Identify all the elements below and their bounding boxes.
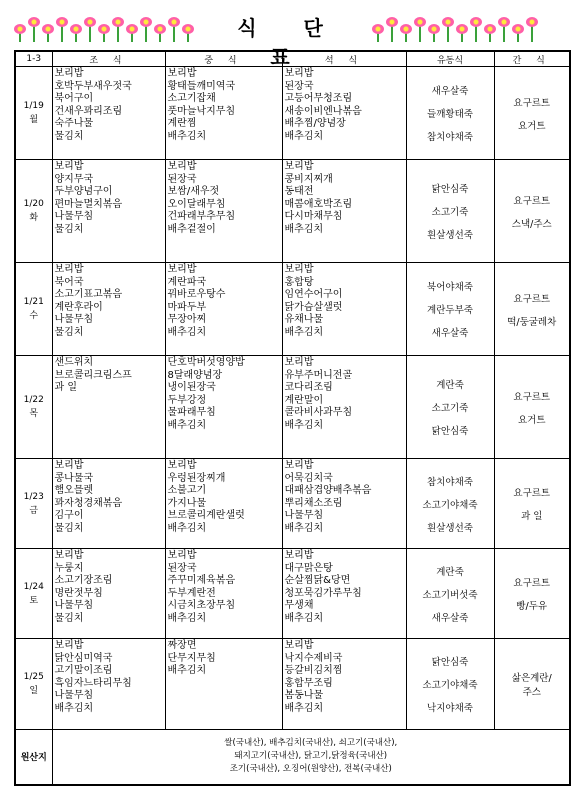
menu-item: 요구르트 bbox=[513, 195, 551, 207]
menu-item: 북어야채죽 bbox=[427, 282, 473, 293]
menu-item: 호박두부새우젓국 bbox=[54, 80, 132, 92]
porridge-cell bbox=[406, 160, 494, 263]
menu-item: 임연수어구이 bbox=[284, 289, 343, 300]
flower-icon bbox=[56, 17, 68, 42]
porridge-cell bbox=[406, 639, 494, 730]
flower-icon bbox=[526, 17, 538, 42]
menu-item: 브로콜리계란샐럿 bbox=[167, 510, 245, 521]
table-header-row bbox=[15, 51, 570, 67]
breakfast-cell bbox=[52, 639, 165, 730]
menu-item: 소고기잡채 bbox=[167, 93, 216, 104]
menu-item: 물김치 bbox=[54, 612, 84, 624]
origin-row bbox=[15, 730, 570, 785]
origin-line: 쌀(국내산), 배추김치(국내산), 쇠고기(국내산), bbox=[224, 738, 398, 749]
menu-item: 대구맑은탕 bbox=[284, 562, 333, 574]
menu-item: 나물무침 bbox=[54, 314, 94, 325]
menu-item: 마파두부 bbox=[167, 301, 207, 313]
flower-icon bbox=[182, 24, 194, 42]
menu-item: 보리밥 bbox=[167, 550, 197, 561]
menu-item: 건파래부추무침 bbox=[167, 211, 236, 222]
menu-item: 낙지야채죽 bbox=[427, 703, 473, 714]
menu-item: 배추찜/양념장 bbox=[284, 118, 346, 129]
menu-item: 단무지무침 bbox=[167, 652, 216, 664]
menu-item: 소고기야채죽 bbox=[422, 499, 478, 511]
menu-item: 숙주나물 bbox=[54, 118, 94, 129]
menu-item: 소고기버섯죽 bbox=[422, 589, 478, 601]
menu-item: 주스 bbox=[522, 687, 541, 698]
snack-cell bbox=[494, 263, 570, 356]
menu-item: 보리밥 bbox=[167, 460, 197, 471]
flower-icon bbox=[428, 24, 440, 42]
flower-icon bbox=[140, 17, 152, 42]
menu-item: 배추김치 bbox=[284, 223, 324, 235]
lunch-cell bbox=[165, 549, 282, 639]
menu-item: 닭가슴살샐럿 bbox=[284, 301, 343, 313]
day-row bbox=[15, 67, 570, 160]
menu-item: 브로콜리크림스프 bbox=[54, 369, 132, 381]
menu-item: 물김치 bbox=[54, 223, 84, 235]
menu-item: 흑임자느타리무침 bbox=[54, 677, 132, 689]
day-row bbox=[15, 639, 570, 730]
menu-item: 소고기표고볶음 bbox=[54, 289, 123, 300]
day-weekday: 금 bbox=[29, 505, 39, 516]
flower-icon bbox=[84, 17, 96, 42]
menu-item: 어묵김치국 bbox=[284, 472, 333, 484]
menu-item: 배추김치 bbox=[167, 665, 207, 676]
snack-cell bbox=[494, 639, 570, 730]
menu-item: 요거트 bbox=[517, 414, 546, 426]
menu-item: 삶은계란/ bbox=[511, 673, 552, 684]
menu-item: 배추김치 bbox=[167, 612, 207, 624]
porridge-cell bbox=[406, 67, 494, 160]
flower-icon bbox=[498, 17, 510, 42]
menu-item: 계란파국 bbox=[167, 276, 207, 288]
day-weekday: 일 bbox=[29, 686, 39, 696]
menu-item: 새우살죽 bbox=[431, 86, 469, 97]
menu-item: 나물무침 bbox=[54, 690, 94, 701]
flower-icon bbox=[112, 17, 124, 42]
menu-item: 보리밥 bbox=[167, 161, 197, 172]
flower-icon bbox=[70, 24, 82, 42]
menu-item: 다시마채무침 bbox=[284, 211, 343, 222]
menu-item: 등갈비김치찜 bbox=[284, 665, 343, 676]
table-body bbox=[15, 67, 570, 730]
menu-item: 요구르트 bbox=[513, 391, 551, 403]
menu-item: 배추김치 bbox=[284, 522, 324, 534]
menu-item: 흰살생선죽 bbox=[427, 230, 473, 241]
menu-item: 과 일 bbox=[521, 511, 543, 522]
menu-item: 매콤애호박조림 bbox=[284, 198, 353, 210]
day-cell bbox=[15, 639, 52, 730]
menu-item: 참치야채죽 bbox=[427, 476, 473, 488]
menu-item: 스낵/주스 bbox=[511, 218, 552, 230]
menu-item: 북어국 bbox=[54, 276, 84, 288]
day-weekday: 월 bbox=[29, 115, 39, 125]
header-porridge: 유동식 bbox=[406, 51, 494, 67]
day-cell bbox=[15, 356, 52, 459]
menu-item: 계란말이 bbox=[284, 394, 324, 406]
menu-item: 고등어무청조림 bbox=[284, 93, 353, 104]
menu-item: 건새우꽈리조림 bbox=[54, 105, 123, 117]
breakfast-cell bbox=[52, 356, 165, 459]
dinner-cell bbox=[282, 639, 406, 730]
menu-item: 계란죽 bbox=[436, 566, 464, 578]
origin-label: 원산지 bbox=[15, 730, 52, 785]
day-row bbox=[15, 263, 570, 356]
menu-item: 된장국 bbox=[284, 80, 314, 92]
day-weekday: 화 bbox=[29, 213, 39, 223]
menu-item: 닭안심죽 bbox=[431, 426, 469, 437]
menu-item: 김구이 bbox=[54, 510, 84, 521]
flower-decoration-right bbox=[372, 6, 552, 42]
page-title: 식 단 표 bbox=[237, 16, 343, 69]
day-date: 1/24 bbox=[23, 581, 44, 592]
header-dinner: 석 식 bbox=[282, 51, 406, 67]
dinner-cell bbox=[282, 160, 406, 263]
menu-item: 새우살죽 bbox=[431, 328, 469, 339]
menu-item: 보쌈/새우젓 bbox=[167, 186, 220, 197]
flower-icon bbox=[484, 24, 496, 42]
breakfast-cell bbox=[52, 549, 165, 639]
day-weekday: 토 bbox=[29, 595, 39, 606]
menu-item: 소불고기 bbox=[167, 485, 207, 496]
menu-item: 배추김치 bbox=[284, 612, 324, 624]
flower-icon bbox=[126, 24, 138, 42]
menu-item: 편마늘멸치볶음 bbox=[54, 198, 123, 210]
porridge-cell bbox=[406, 459, 494, 549]
menu-item: 보리밥 bbox=[54, 68, 84, 79]
menu-item: 나물무침 bbox=[54, 211, 94, 222]
menu-item: 누룽지 bbox=[54, 562, 84, 574]
menu-item: 보리밥 bbox=[54, 640, 84, 651]
menu-item: 두부강정 bbox=[167, 394, 207, 406]
flower-icon bbox=[14, 24, 26, 42]
lunch-cell bbox=[165, 67, 282, 160]
porridge-cell bbox=[406, 263, 494, 356]
menu-item: 짜장면 bbox=[167, 640, 197, 651]
menu-item: 콜라비사과무침 bbox=[284, 407, 353, 418]
lunch-cell bbox=[165, 263, 282, 356]
menu-item: 소고기장조림 bbox=[54, 575, 113, 586]
menu-item: 물김치 bbox=[54, 522, 84, 534]
menu-item: 보리밥 bbox=[167, 264, 197, 275]
origin-line: 돼지고기(국내산), 닭고기,닭정육(국내산) bbox=[234, 751, 388, 762]
header-period: 1-3 bbox=[15, 51, 52, 67]
menu-item: 배추김치 bbox=[284, 419, 324, 431]
menu-item: 과 일 bbox=[54, 382, 77, 393]
breakfast-cell bbox=[52, 459, 165, 549]
menu-item: 뿌리채소조림 bbox=[284, 497, 343, 509]
menu-item: 요구르트 bbox=[513, 488, 551, 499]
dinner-cell bbox=[282, 67, 406, 160]
day-date: 1/19 bbox=[23, 101, 44, 111]
menu-item: 무생채 bbox=[284, 600, 314, 611]
menu-item: 오이달래무침 bbox=[167, 198, 226, 210]
menu-item: 새우살죽 bbox=[431, 612, 469, 624]
flower-icon bbox=[442, 17, 454, 42]
menu-item: 양지무국 bbox=[54, 173, 94, 185]
menu-item: 꽈자청경채볶음 bbox=[54, 497, 123, 509]
flower-icon bbox=[400, 24, 412, 42]
snack-cell bbox=[494, 160, 570, 263]
menu-item: 낙지수제비국 bbox=[284, 652, 343, 664]
day-date: 1/23 bbox=[23, 491, 44, 502]
menu-item: 보리밥 bbox=[284, 357, 314, 368]
flower-icon bbox=[28, 17, 40, 42]
menu-item: 가지나물 bbox=[167, 497, 207, 509]
menu-item: 참치야채죽 bbox=[427, 132, 473, 143]
snack-cell bbox=[494, 459, 570, 549]
dinner-cell bbox=[282, 356, 406, 459]
menu-item: 요구르트 bbox=[513, 578, 551, 589]
day-cell bbox=[15, 549, 52, 639]
menu-item: 홍합탕 bbox=[284, 276, 314, 288]
menu-item: 코다리조림 bbox=[284, 382, 333, 393]
menu-item: 유채나물 bbox=[284, 314, 324, 325]
menu-item: 햄오믈렛 bbox=[54, 485, 94, 496]
day-date: 1/21 bbox=[23, 297, 44, 307]
day-cell bbox=[15, 160, 52, 263]
menu-item: 요구르트 bbox=[513, 97, 551, 109]
menu-item: 계란두부죽 bbox=[427, 305, 473, 316]
menu-item: 보리밥 bbox=[54, 264, 84, 275]
flower-icon bbox=[456, 24, 468, 42]
menu-item: 요거트 bbox=[517, 120, 546, 132]
menu-item: 배추김치 bbox=[167, 419, 207, 431]
menu-item: 요구르트 bbox=[513, 293, 551, 305]
breakfast-cell bbox=[52, 67, 165, 160]
menu-item: 배추김치 bbox=[284, 326, 324, 338]
porridge-cell bbox=[406, 356, 494, 459]
menu-item: 냉이된장국 bbox=[167, 382, 216, 393]
flower-icon bbox=[414, 17, 426, 42]
lunch-cell bbox=[165, 639, 282, 730]
flower-icon bbox=[512, 24, 524, 42]
menu-item: 주꾸미제육볶음 bbox=[167, 575, 236, 586]
flower-icon bbox=[168, 17, 180, 42]
menu-item: 대패삼겹양배추볶음 bbox=[284, 485, 372, 496]
porridge-cell bbox=[406, 549, 494, 639]
day-date: 1/25 bbox=[23, 672, 44, 682]
menu-item: 빵/두유 bbox=[516, 601, 548, 612]
menu-item: 보리밥 bbox=[284, 640, 314, 651]
meal-plan-table bbox=[14, 50, 571, 786]
day-cell bbox=[15, 67, 52, 160]
header-snack: 간 식 bbox=[494, 51, 570, 67]
menu-item: 보리밥 bbox=[284, 460, 314, 471]
dinner-cell bbox=[282, 459, 406, 549]
flower-icon bbox=[386, 17, 398, 42]
menu-item: 두부양념구이 bbox=[54, 186, 113, 197]
menu-item: 배추겉절이 bbox=[167, 223, 216, 235]
menu-item: 떡/둥굴레차 bbox=[507, 316, 557, 328]
menu-item: 우렁된장찌개 bbox=[167, 472, 226, 484]
menu-item: 배추김치 bbox=[167, 326, 207, 338]
menu-item: 꿔바로우탕수 bbox=[167, 289, 226, 300]
menu-item: 풋마늘낙지무침 bbox=[167, 105, 236, 117]
menu-item: 콩나물국 bbox=[54, 472, 94, 484]
menu-item: 시금치초장무침 bbox=[167, 600, 236, 611]
menu-item: 무장아찌 bbox=[167, 314, 207, 325]
day-row bbox=[15, 356, 570, 459]
menu-item: 배추김치 bbox=[167, 130, 207, 142]
menu-item: 동태전 bbox=[284, 186, 314, 197]
menu-item: 물김치 bbox=[54, 326, 84, 338]
menu-item: 계란찜 bbox=[167, 118, 197, 129]
menu-item: 보리밥 bbox=[284, 161, 314, 172]
menu-item: 배추김치 bbox=[167, 522, 207, 534]
menu-item: 8달래양념장 bbox=[167, 369, 223, 381]
dinner-cell bbox=[282, 549, 406, 639]
menu-item: 닭안심죽 bbox=[431, 184, 469, 195]
breakfast-cell bbox=[52, 160, 165, 263]
menu-item: 보리밥 bbox=[54, 550, 84, 561]
menu-item: 보리밥 bbox=[284, 68, 314, 79]
menu-item: 북어구이 bbox=[54, 93, 94, 104]
menu-item: 물김치 bbox=[54, 130, 84, 142]
menu-item: 배추김치 bbox=[54, 702, 94, 714]
menu-item: 보리밥 bbox=[54, 161, 84, 172]
menu-item: 계란후라이 bbox=[54, 301, 103, 313]
menu-item: 소고기죽 bbox=[431, 207, 469, 218]
menu-item: 들깨황태죽 bbox=[427, 109, 473, 120]
menu-item: 황태들깨미역국 bbox=[167, 80, 236, 92]
day-weekday: 수 bbox=[29, 311, 39, 321]
menu-item: 고기말이조림 bbox=[54, 665, 113, 676]
day-row bbox=[15, 459, 570, 549]
snack-cell bbox=[494, 67, 570, 160]
menu-item: 보리밥 bbox=[54, 460, 84, 471]
menu-item: 보리밥 bbox=[284, 550, 314, 561]
menu-item: 닭안심미역국 bbox=[54, 652, 113, 664]
lunch-cell bbox=[165, 459, 282, 549]
day-cell bbox=[15, 459, 52, 549]
menu-item: 봄동나물 bbox=[284, 690, 324, 701]
menu-item: 된장국 bbox=[167, 562, 197, 574]
menu-item: 물파래무침 bbox=[167, 407, 216, 418]
menu-item: 나물무침 bbox=[284, 510, 324, 521]
day-date: 1/20 bbox=[23, 199, 44, 209]
flower-icon bbox=[42, 24, 54, 42]
menu-item: 보리밥 bbox=[284, 264, 314, 275]
menu-item: 유부주머니전골 bbox=[284, 369, 353, 381]
day-row bbox=[15, 549, 570, 639]
menu-item: 보리밥 bbox=[167, 68, 197, 79]
menu-item: 흰살생선죽 bbox=[427, 522, 473, 534]
flower-decoration-left bbox=[14, 6, 204, 42]
menu-item: 된장국 bbox=[167, 173, 197, 185]
header-lunch: 중 식 bbox=[165, 51, 282, 67]
header-breakfast: 조 식 bbox=[52, 51, 165, 67]
origin-line: 조기(국내산), 오징어(원양산), 전복(국내산) bbox=[229, 764, 392, 775]
lunch-cell bbox=[165, 356, 282, 459]
day-date: 1/22 bbox=[23, 395, 44, 405]
menu-item: 청포묵김가루무침 bbox=[284, 587, 362, 599]
breakfast-cell bbox=[52, 263, 165, 356]
menu-item: 배추김치 bbox=[284, 702, 324, 714]
menu-item: 콩비지찌개 bbox=[284, 173, 333, 185]
lunch-cell bbox=[165, 160, 282, 263]
menu-item: 소고기야채죽 bbox=[422, 680, 478, 691]
menu-item: 계란죽 bbox=[436, 380, 464, 391]
snack-cell bbox=[494, 356, 570, 459]
day-cell bbox=[15, 263, 52, 356]
menu-item: 홍합무조림 bbox=[284, 677, 333, 689]
flower-icon bbox=[372, 24, 384, 42]
dinner-cell bbox=[282, 263, 406, 356]
day-weekday: 목 bbox=[29, 409, 39, 419]
menu-item: 명란젓무침 bbox=[54, 587, 103, 599]
menu-item: 순살찜닭&당면 bbox=[284, 575, 351, 586]
menu-item: 닭안심죽 bbox=[431, 657, 469, 668]
day-row bbox=[15, 160, 570, 263]
menu-item: 새송이비엔나볶음 bbox=[284, 105, 362, 117]
menu-item: 샌드위치 bbox=[54, 357, 94, 368]
snack-cell bbox=[494, 549, 570, 639]
menu-item: 나물무침 bbox=[54, 600, 94, 611]
flower-icon bbox=[470, 17, 482, 42]
origin-text bbox=[52, 730, 570, 785]
menu-item: 배추김치 bbox=[284, 130, 324, 142]
menu-item: 단호박버섯영양밥 bbox=[167, 357, 245, 368]
flower-icon bbox=[98, 24, 110, 42]
menu-item: 소고기죽 bbox=[431, 403, 469, 414]
menu-item: 두부계란전 bbox=[167, 587, 216, 599]
flower-icon bbox=[154, 24, 166, 42]
